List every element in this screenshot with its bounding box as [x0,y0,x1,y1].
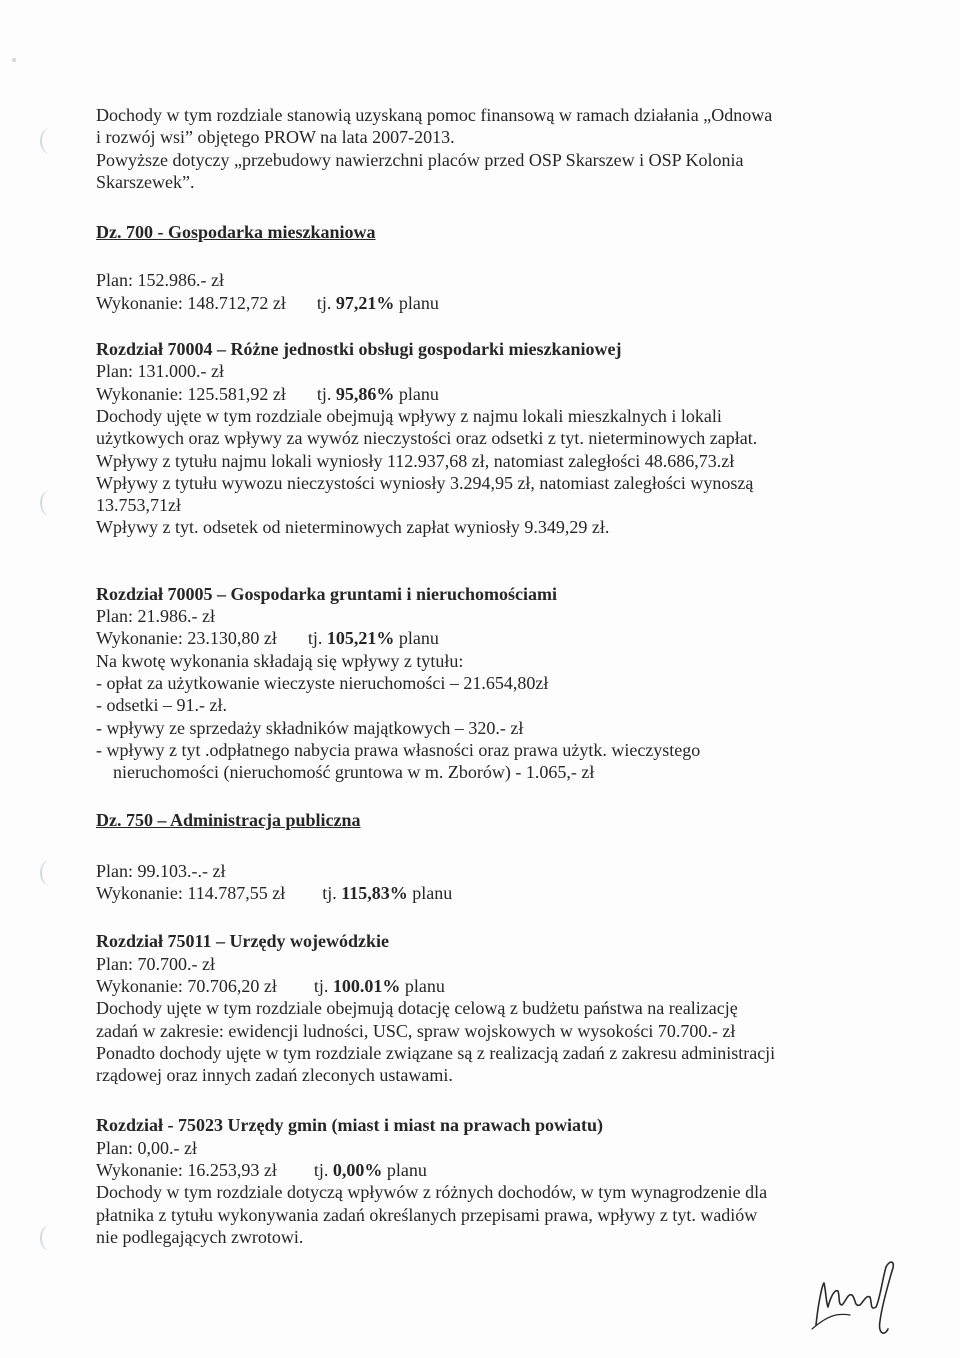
plan-line: Plan: 99.103.-.- zł [96,860,226,881]
execution-line [96,292,836,314]
execution-percent: 115,83% [341,883,408,904]
execution-amount: Wykonanie: 114.787,55 zł [96,883,286,904]
execution-amount: Wykonanie: 16.253,93 zł [96,1159,277,1180]
list-item: - opłat za użytkowanie wieczyste nieruchomości – 21.654,80zł [96,672,549,693]
body-line: Dochody ujęte w tym rozdziale obejmują wpływy z najmu lokali mieszkalnych i lokali [96,405,722,426]
execution-amount: Wykonanie: 23.130,80 zł [96,628,277,649]
execution-line [96,627,836,649]
body-line: zadań w zakresie: ewidencji ludności, USC, spraw wojskowych w wysokości 70.700.- zł [96,1020,736,1041]
tj-label: tj. [313,1159,329,1180]
planu-label: planu [404,975,445,996]
section-heading-70004: Rozdział 70004 – Różne jednostki obsługi gospodarki mieszkaniowej [96,339,622,360]
execution-line [96,882,836,904]
execution-percent: 0,00% [332,1159,383,1180]
execution-percent: 95,86% [335,383,395,404]
document-body [96,104,836,1248]
body-line: Dochody w tym rozdziale dotyczą wpływów z różnych dochodów, w tym wynagrodzenie dla [96,1182,768,1203]
body-line: Wpływy z tyt. odsetek od nieterminowych zapłat wyniosły 9.349,29 zł. [96,517,610,538]
punch-hole-mark [40,860,60,886]
body-line: Wpływy z tytułu wywozu nieczystości wyniosły 3.294,95 zł, natomiast zaległości wynoszą [96,472,754,493]
list-item: - odsetki – 91.- zł. [96,695,227,716]
list-item: - wpływy ze sprzedaży składników majątkowych – 320.- zł [96,717,524,738]
section-heading-dz750: Dz. 750 – Administracja publiczna [96,810,361,831]
tj-label: tj. [316,292,332,313]
plan-line: Plan: 131.000.- zł [96,361,224,382]
section-title: 75023 Urzędy gmin (miast i miast na prawach powiatu) [177,1115,603,1136]
body-line: Dochody ujęte w tym rozdziale obejmują dotację celową z budżetu państwa na realizację [96,998,738,1019]
list-item-continuation: nieruchomości (nieruchomość gruntowa w m. Zborów) - 1.065,- zł [113,762,595,783]
body-line: 13.753,71zł [96,495,181,516]
execution-percent: 105,21% [326,628,395,649]
intro-line: Skarszewek”. [96,171,195,192]
body-line: Na kwotę wykonania składają się wpływy z tytułu: [96,650,464,671]
section-heading-70005: Rozdział 70005 – Gospodarka gruntami i nieruchomościami [96,583,558,604]
body-line: rządowej oraz innych zadań zleconych ustawami. [96,1065,453,1086]
section-prefix: Rozdział - [96,1115,174,1136]
punch-hole-mark [40,128,60,154]
plan-line: Plan: 70.700.- zł [96,953,215,974]
list-item: - wpływy z tyt .odpłatnego nabycia prawa własności oraz prawa użytk. wieczystego [96,739,701,760]
plan-line: Plan: 0,00.- zł [96,1137,197,1158]
execution-amount: Wykonanie: 125.581,92 zł [96,383,286,404]
section-heading-75023 [96,1114,836,1136]
punch-hole-mark [40,1225,60,1251]
planu-label: planu [412,883,453,904]
body-line: Wpływy z tytułu najmu lokali wyniosły 112.937,68 zł, natomiast zaległości 48.686,73.zł [96,450,735,471]
execution-line [96,383,836,405]
section-heading-75011: Rozdział 75011 – Urzędy wojewódzkie [96,931,389,952]
plan-line: Plan: 21.986.- zł [96,606,215,627]
punch-hole-mark [40,490,60,516]
execution-line [96,1159,836,1181]
planu-label: planu [398,628,439,649]
tj-label: tj. [316,383,332,404]
planu-label: planu [398,383,439,404]
execution-line [96,975,836,997]
execution-percent: 97,21% [335,292,395,313]
intro-line: i rozwój wsi” objętego PROW na lata 2007-2013. [96,127,455,148]
section-heading-dz700: Dz. 700 - Gospodarka mieszkaniowa [96,222,376,243]
planu-label: planu [386,1159,427,1180]
handwritten-signature [808,1255,904,1341]
intro-line: Dochody w tym rozdziale stanowią uzyskaną pomoc finansową w ramach działania „Odnowa [96,105,773,125]
plan-line: Plan: 152.986.- zł [96,270,224,291]
execution-amount: Wykonanie: 70.706,20 zł [96,975,277,996]
body-line: nie podlegających zwrotowi. [96,1226,304,1247]
intro-line: Powyższe dotyczy „przebudowy nawierzchni placów przed OSP Skarszew i OSP Kolonia [96,149,744,170]
body-line: użytkowych oraz wpływy za wywóz nieczystości oraz odsetki z tyt. nieterminowych zapłat. [96,428,758,449]
tj-label: tj. [313,975,329,996]
body-line: płatnika z tytułu wykonywania zadań określanych przepisami prawa, wpływy z tyt. wadiów [96,1204,758,1225]
margin-speck [12,58,16,62]
planu-label: planu [398,292,439,313]
execution-amount: Wykonanie: 148.712,72 zł [96,292,286,313]
body-line: Ponadto dochody ujęte w tym rozdziale związane są z realizacją zadań z zakresu administracji [96,1042,776,1063]
tj-label: tj. [307,628,323,649]
execution-percent: 100.01% [332,975,401,996]
tj-label: tj. [322,883,337,904]
